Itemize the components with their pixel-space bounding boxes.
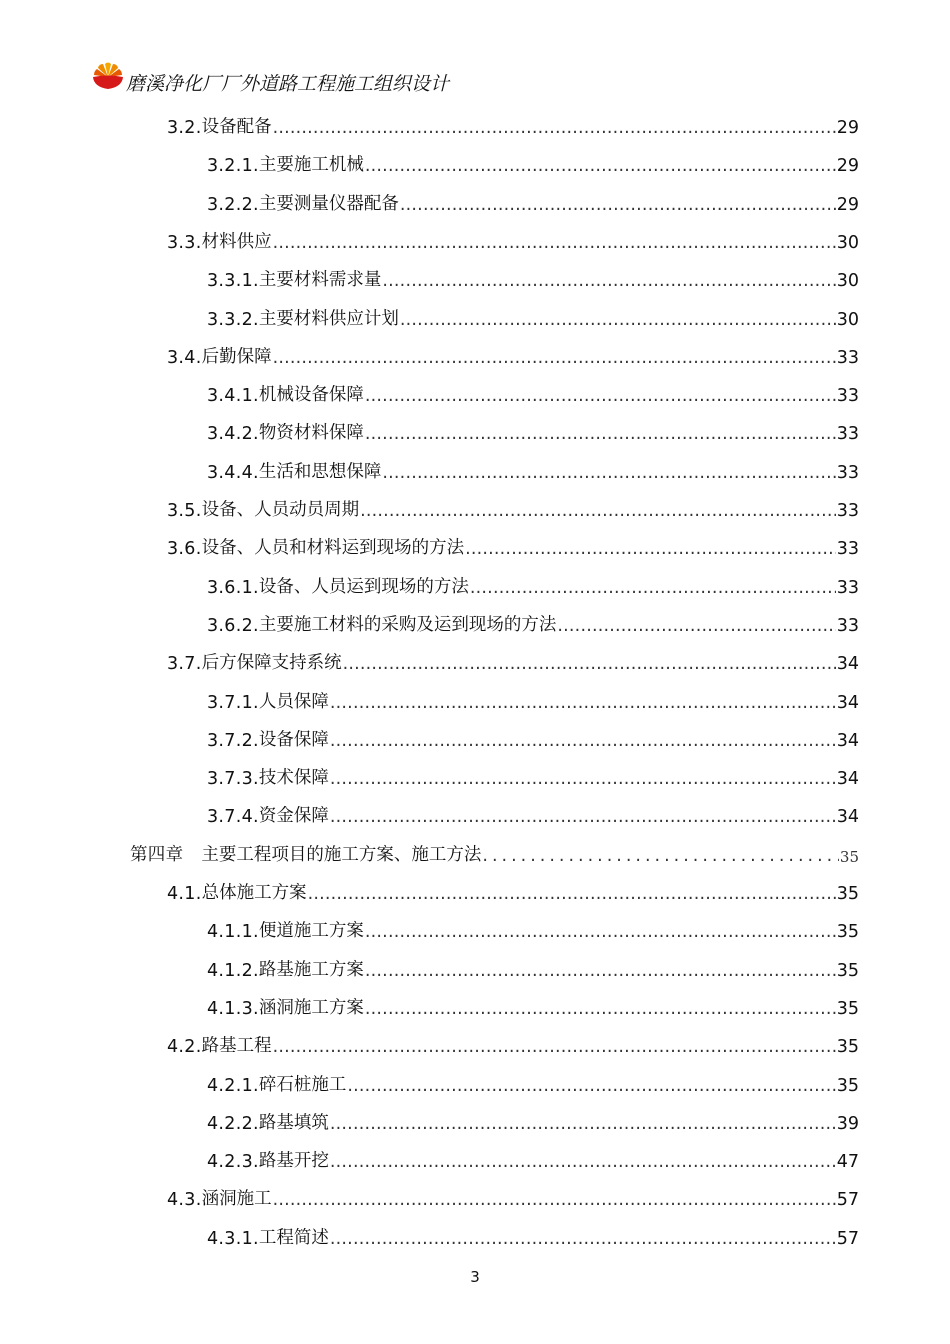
page-number: 3	[470, 1268, 480, 1286]
toc-leader-dots	[465, 539, 836, 559]
toc-entry-number: 3.2.	[167, 118, 202, 138]
toc-entry[interactable]	[207, 904, 859, 942]
toc-entry[interactable]	[207, 177, 859, 215]
toc-entry-title: 主要工程项目的施工方案、施工方法	[201, 844, 482, 865]
toc-entry-title: 设备、人员运到现场的方法	[258, 576, 469, 597]
toc-entry[interactable]	[207, 1096, 859, 1134]
toc-entry-page: 34	[836, 807, 859, 828]
toc-entry-page: 33	[836, 615, 859, 636]
toc-leader-dots	[365, 922, 836, 942]
toc-leader-dots	[482, 846, 839, 866]
toc-leader-dots	[330, 1229, 836, 1249]
toc-leader-dots	[273, 348, 836, 368]
toc-entry-title: 物资材料保障	[258, 423, 364, 444]
toc-leader-dots	[308, 884, 836, 904]
toc-entry-number: 4.3.1.	[207, 1228, 259, 1249]
toc-entry-page: 29	[836, 118, 859, 138]
toc-entry-number: 3.2.2.	[207, 194, 259, 215]
toc-entry-number: 3.7.2.	[207, 730, 259, 751]
toc-entry-title: 路基施工方案	[258, 959, 364, 980]
toc-leader-dots	[273, 118, 836, 138]
toc-leader-dots	[557, 616, 835, 636]
toc-entry-number: 4.2.	[167, 1037, 202, 1058]
toc-entry-title: 总体施工方案	[201, 883, 307, 903]
toc-leader-dots	[365, 961, 836, 981]
toc-entry-title: 材料供应	[201, 231, 272, 252]
toc-leader-dots	[382, 463, 835, 483]
toc-entry[interactable]	[207, 1134, 859, 1172]
toc-entry-number: 3.2.1.	[207, 156, 259, 177]
toc-entry-page: 33	[836, 462, 859, 483]
toc-entry-title: 涵洞施工方案	[258, 997, 364, 1018]
toc-entry[interactable]	[207, 445, 859, 483]
toc-entry-title: 碎石桩施工	[258, 1074, 347, 1095]
toc-entry-page: 33	[836, 501, 859, 521]
toc-entry[interactable]	[207, 981, 859, 1019]
toc-entry-number: 3.7.	[167, 654, 202, 675]
toc-entry-title: 主要材料供应计划	[258, 308, 399, 329]
toc-entry-page: 47	[836, 1152, 859, 1173]
toc-entry-title: 人员保障	[258, 691, 329, 712]
toc-entry[interactable]	[167, 483, 859, 521]
toc-entry-title: 生活和思想保障	[258, 461, 382, 482]
document-title: 磨溪净化厂厂外道路工程施工组织设计	[126, 72, 450, 95]
toc-entry[interactable]	[207, 713, 859, 751]
toc-entry-page: 33	[836, 539, 859, 560]
toc-entry-number: 3.4.	[167, 347, 202, 368]
toc-entry-page: 34	[836, 769, 859, 790]
toc-entry[interactable]	[167, 330, 859, 368]
toc-entry-number: 4.2.2.	[207, 1113, 259, 1134]
toc-entry-title: 主要施工机械	[258, 155, 364, 176]
toc-entry-number: 4.1.	[167, 884, 202, 904]
toc-entry-page: 35	[836, 998, 859, 1019]
toc-entry-page: 57	[836, 1228, 859, 1249]
toc-leader-dots	[365, 386, 836, 406]
toc-entry-number: 3.3.2.	[207, 309, 259, 330]
toc-entry-title: 设备配备	[201, 117, 272, 137]
toc-entry-number: 4.3.	[167, 1190, 202, 1211]
toc-entry-title: 资金保障	[258, 806, 329, 827]
toc-entry-title: 设备、人员动员周期	[201, 500, 360, 520]
toc-entry-number: 4.1.2.	[207, 960, 259, 981]
toc-entry[interactable]	[167, 521, 859, 559]
toc-entry-number: 3.4.2.	[207, 424, 259, 445]
toc-entry[interactable]	[130, 828, 859, 866]
toc-entry-page: 30	[836, 309, 859, 330]
toc-leader-dots	[365, 999, 836, 1019]
toc-entry[interactable]	[207, 789, 859, 827]
toc-leader-dots	[330, 731, 836, 751]
toc-leader-dots	[330, 807, 836, 827]
toc-entry[interactable]	[207, 138, 859, 176]
toc-entry-number: 3.6.	[167, 539, 202, 560]
toc-entry[interactable]	[167, 1172, 859, 1210]
toc-entry-page: 34	[836, 692, 859, 713]
toc-leader-dots	[273, 1190, 836, 1210]
toc-entry[interactable]	[207, 368, 859, 406]
toc-entry[interactable]	[207, 1211, 859, 1249]
toc-entry-number: 3.6.2.	[207, 615, 259, 636]
toc-entry-title: 路基开挖	[258, 1151, 329, 1172]
toc-entry-number: 3.5.	[167, 501, 202, 521]
toc-entry[interactable]	[167, 866, 859, 904]
toc-entry-number: 4.2.3.	[207, 1152, 259, 1173]
toc-entry[interactable]	[207, 675, 859, 713]
toc-entry-title: 主要测量仪器配备	[258, 193, 399, 214]
toc-entry-title: 设备、人员和材料运到现场的方法	[201, 538, 465, 559]
toc-entry-number: 4.1.1.	[207, 922, 259, 943]
toc-entry-number: 3.4.4.	[207, 462, 259, 483]
toc-leader-dots	[365, 156, 836, 176]
toc-entry[interactable]	[207, 1058, 859, 1096]
toc-entry-page: 29	[836, 156, 859, 177]
toc-entry-number: 第四章	[130, 844, 184, 865]
toc-entry-page: 29	[836, 194, 859, 215]
toc-entry-number: 3.3.1.	[207, 271, 259, 292]
toc-entry-title: 后方保障支持系统	[201, 653, 342, 674]
toc-entry-page: 39	[836, 1113, 859, 1134]
toc-leader-dots	[330, 1114, 836, 1134]
toc-leader-dots	[382, 271, 835, 291]
toc-entry[interactable]	[207, 943, 859, 981]
toc-entry-title: 机械设备保障	[258, 385, 364, 406]
toc-entry[interactable]	[207, 751, 859, 789]
toc-entry[interactable]	[207, 406, 859, 444]
toc-entry-page: 30	[836, 232, 859, 253]
toc-entry-page: 35	[839, 847, 859, 866]
toc-entry-page: 35	[836, 1075, 859, 1096]
toc-entry-page: 35	[836, 1037, 859, 1058]
toc-entry-page: 35	[836, 922, 859, 943]
toc-entry-page: 33	[836, 347, 859, 368]
toc-entry-page: 34	[836, 654, 859, 675]
toc-entry-number: 3.7.1.	[207, 692, 259, 713]
toc-entry-title: 工程简述	[258, 1227, 329, 1248]
toc-entry-page: 34	[836, 730, 859, 751]
toc-entry-page: 35	[836, 884, 859, 904]
toc-leader-dots	[400, 195, 836, 215]
page-header	[92, 58, 449, 94]
toc-entry-title: 设备保障	[258, 729, 329, 750]
toc-leader-dots	[365, 424, 836, 444]
toc-entry-page: 33	[836, 577, 859, 598]
toc-leader-dots	[400, 310, 836, 330]
toc-entry[interactable]	[207, 253, 859, 291]
toc-entry-title: 便道施工方案	[258, 921, 364, 942]
toc-entry-number: 3.4.1.	[207, 386, 259, 407]
toc-entry-number: 3.3.	[167, 232, 202, 253]
toc-entry-title: 后勤保障	[201, 346, 272, 367]
toc-entry-page: 33	[836, 424, 859, 445]
toc-entry-number: 3.7.4.	[207, 807, 259, 828]
toc-entry[interactable]	[207, 292, 859, 330]
toc-entry-page: 30	[836, 271, 859, 292]
toc-entry[interactable]	[167, 1019, 859, 1057]
toc-entry-number: 4.1.3.	[207, 998, 259, 1019]
toc-entry-title: 技术保障	[258, 768, 329, 789]
toc-leader-dots	[330, 769, 836, 789]
toc-leader-dots	[470, 578, 836, 598]
toc-leader-dots	[330, 1152, 836, 1172]
toc-entry-page: 35	[836, 960, 859, 981]
toc-entry-title: 主要材料需求量	[258, 270, 382, 291]
toc-leader-dots	[347, 1076, 835, 1096]
toc-leader-dots	[360, 501, 836, 521]
toc-entry-page: 57	[836, 1190, 859, 1211]
toc-entry[interactable]	[167, 636, 859, 674]
toc-entry[interactable]	[207, 598, 859, 636]
toc-entry[interactable]	[167, 215, 859, 253]
toc-leader-dots	[330, 693, 836, 713]
toc-entry-title: 路基工程	[201, 1036, 272, 1057]
toc-leader-dots	[273, 1037, 836, 1057]
toc-entry[interactable]	[207, 560, 859, 598]
toc-entry[interactable]	[167, 100, 859, 138]
toc-leader-dots	[273, 233, 836, 253]
toc-entry-title: 涵洞施工	[201, 1189, 272, 1210]
toc-entry-title: 主要施工材料的采购及运到现场的方法	[258, 614, 557, 635]
toc-entry-page: 33	[836, 386, 859, 407]
toc-leader-dots	[343, 654, 836, 674]
toc-entry-title: 路基填筑	[258, 1112, 329, 1133]
toc-entry-number: 3.7.3.	[207, 769, 259, 790]
toc-entry-number: 4.2.1.	[207, 1075, 259, 1096]
toc-entry-number: 3.6.1.	[207, 577, 259, 598]
petrochina-logo-icon	[92, 60, 124, 92]
